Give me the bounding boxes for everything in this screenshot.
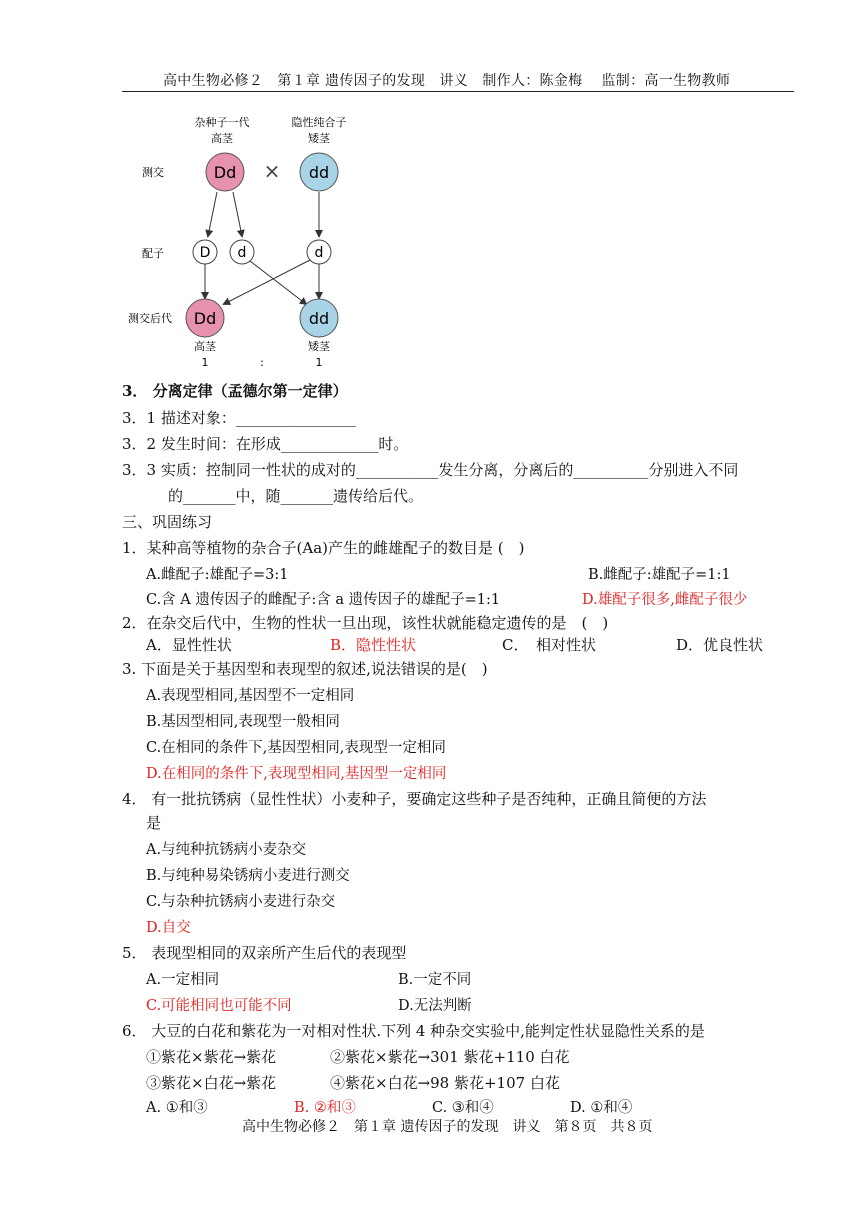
offspring2-genotype: dd (308, 309, 330, 328)
q3-option-a: A.表现型相同,基因型不一定相同 (146, 688, 355, 704)
header-rule (122, 91, 794, 92)
q5-stem: 5． 表现型相同的双亲所产生后代的表现型 (122, 944, 407, 962)
parent2-genotype: dd (308, 163, 330, 182)
q4-stem-line2: 是 (146, 814, 162, 832)
q3-stem: 3. 下面是关于基因型和表现型的叙述,说法错误的是( ) (122, 660, 488, 678)
q1-option-b: B.雌配子:雄配子=1:1 (588, 567, 731, 583)
q4-stem-line1: 4． 有一批抗锈病（显性性状）小麦种子，要确定这些种子是否纯种，正确且简便的方法 (122, 790, 707, 808)
q5-option-c: C.可能相同也可能不同 (146, 998, 292, 1014)
q6-option-c: C. ③和④ (432, 1100, 494, 1116)
offspring2-label: 矮茎 (308, 340, 330, 353)
offspring1-label: 高茎 (194, 340, 216, 353)
testcross-diagram (120, 108, 380, 370)
offspring1-genotype: Dd (193, 309, 217, 328)
section3-line4: 的_______中，随_______遗传给后代。 (168, 487, 424, 505)
p1-label-top: 杂种子一代 (194, 116, 250, 129)
cross-sign: × (263, 159, 281, 183)
q1-option-d: D.雄配子很多,雌配子很少 (582, 592, 748, 608)
q6-experiment-3: ③紫花×白花→紫花 (146, 1074, 277, 1092)
q4-option-c: C.与杂种抗锈病小麦进行杂交 (146, 894, 336, 910)
q6-option-b: B. ②和③ (294, 1100, 356, 1116)
section3-title: 3． 分离定律（孟德尔第一定律） (122, 382, 348, 400)
ratio-right: 1 (315, 356, 323, 369)
q1-option-a: A.雌配子:雄配子=3:1 (146, 567, 289, 583)
row-label-gamete: 配子 (142, 247, 164, 260)
q3-option-c: C.在相同的条件下,基因型相同,表现型一定相同 (146, 740, 446, 756)
q4-option-a: A.与纯种抗锈病小麦杂交 (146, 842, 307, 858)
section3-line2: 3．2 发生时间：在形成_____________时。 (122, 435, 409, 453)
q6-experiment-2: ②紫花×紫花→301 紫花+110 白花 (330, 1048, 570, 1066)
q1-stem: 1．某种高等植物的杂合子(Aa)产生的雌雄配子的数目是 ( ) (122, 539, 525, 557)
q3-option-d: D.在相同的条件下,表现型相同,基因型一定相同 (146, 766, 447, 782)
section3-line1: 3．1 描述对象：________________ (122, 409, 356, 427)
q3-option-b: B.基因型相同,表现型一般相同 (146, 714, 340, 730)
section3-line3: 3．3 实质：控制同一性状的成对的___________发生分离，分离后的__________分别进入不同 (122, 461, 739, 479)
q5-option-a: A.一定相同 (146, 972, 220, 988)
q2-stem: 2．在杂交后代中，生物的性状一旦出现，该性状就能稳定遗传的是 ( ) (122, 614, 609, 632)
q2-option-a: A．显性性状 (146, 636, 232, 654)
page-header: 高中生物必修２ 第１章 遗传因子的发现 讲义 制作人：陈金梅 监制：高一生物教师 (163, 73, 731, 89)
q4-option-d: D.自交 (146, 920, 191, 936)
q6-option-d: D. ①和④ (570, 1100, 633, 1116)
page-footer: 高中生物必修２ 第１章 遗传因子的发现 讲义 第８页 共８页 (242, 1119, 653, 1135)
q5-option-d: D.无法判断 (398, 998, 472, 1014)
ratio-colon: : (260, 356, 264, 369)
parent1-genotype: Dd (213, 163, 237, 182)
gamete-d1: d (237, 245, 247, 261)
gamete-D: D (199, 245, 211, 261)
gamete-d2: d (314, 245, 324, 261)
q6-experiment-4: ④紫花×白花→98 紫花+107 白花 (330, 1074, 560, 1092)
practice-title: 三、巩固练习 (122, 513, 213, 531)
row-label-cross: 测交 (142, 166, 164, 179)
ratio-left: 1 (201, 356, 209, 369)
p1-label-bottom: 高茎 (211, 132, 233, 145)
q2-option-b: B．隐性性状 (330, 636, 417, 654)
q2-option-d: D．优良性状 (676, 636, 764, 654)
q2-option-c: C． 相对性状 (502, 636, 596, 654)
q1-option-c: C.含 A 遗传因子的雌配子:含 a 遗传因子的雄配子=1:1 (146, 592, 501, 608)
q4-option-b: B.与纯种易染锈病小麦进行测交 (146, 868, 350, 884)
q6-experiment-1: ①紫花×紫花→紫花 (146, 1048, 277, 1066)
q5-option-b: B.一定不同 (398, 972, 472, 988)
p2-label-top: 隐性纯合子 (291, 116, 347, 129)
q6-stem: 6． 大豆的白花和紫花为一对相对性状.下列 4 种杂交实验中,能判定性状显隐性关系的是 (122, 1022, 705, 1040)
q6-option-a: A. ①和③ (146, 1100, 208, 1116)
row-label-offspring: 测交后代 (128, 312, 172, 325)
p2-label-bottom: 矮茎 (308, 132, 330, 145)
